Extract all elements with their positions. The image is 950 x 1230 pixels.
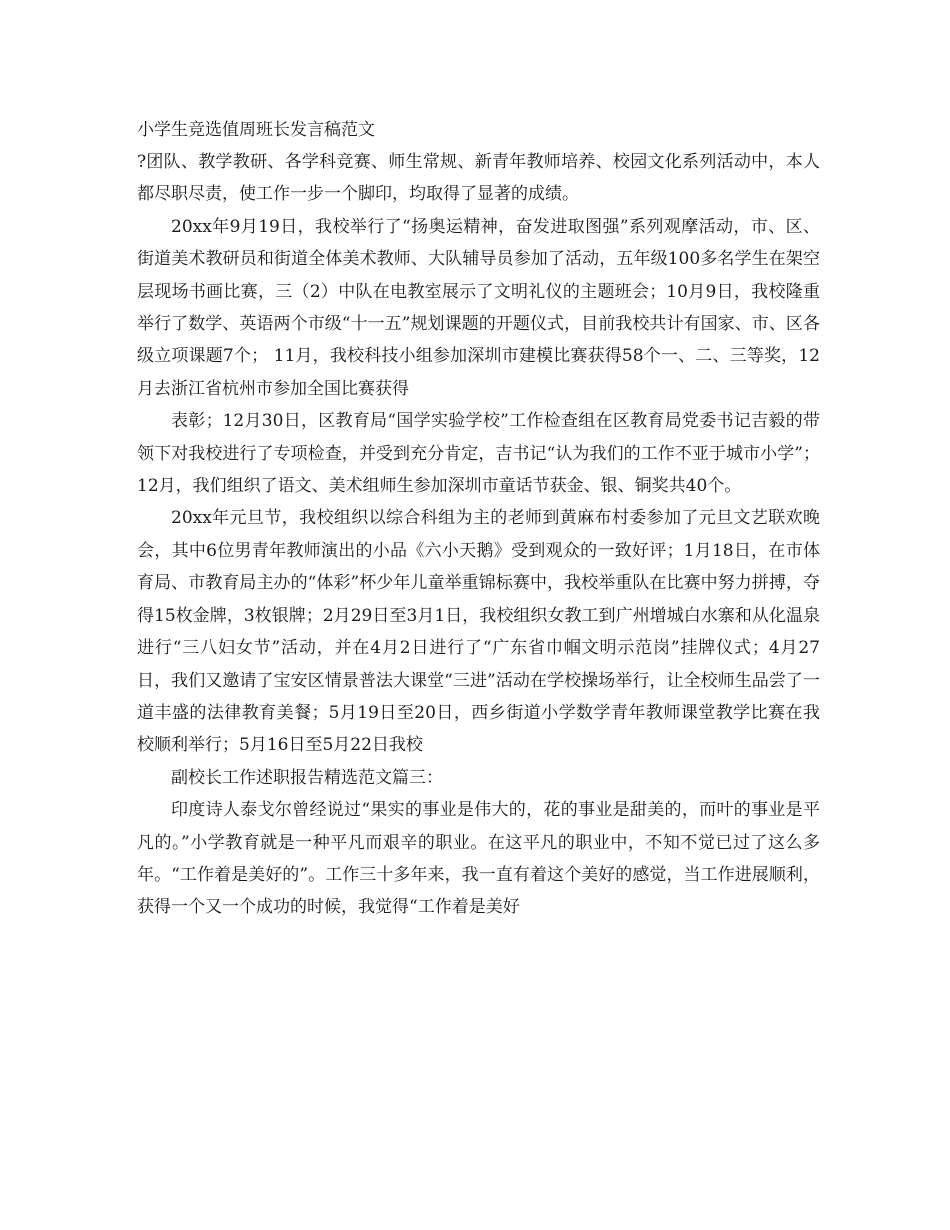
document-body [137,114,820,924]
paragraph: 表彰；12月30日，区教育局“国学实验学校”工作检查组在区教育局党委书记吉毅的带领下对我校进行了专项检查，并受到充分肯定，吉书记“认为我们的工作不亚于城市小学”；12月，我们组织了语文、美术组师生参加深圳市童话节获金、银、铜奖共40个。 [137,411,820,497]
paragraph-list [137,146,820,924]
document-title: 小学生竞选值周班长发言稿范文 [137,120,375,140]
paragraph: 20xx年元旦节，我校组织以综合科组为主的老师到黄麻布村委参加了元旦文艺联欢晚会，其中6位男青年教师演出的小品《六小天鹅》受到观众的一致好评；1月18日，在市体育局、市教育局主办的“体彩”杯少年儿童举重锦标赛中，我校举重队在比赛中努力拼搏，夺得15枚金牌，3枚银牌；2月29日至3月1日，我校组织女教工到广州增城白水寨和从化温泉进行“三八妇女节”活动，并在4月2日进行了“广东省巾帼文明示范岗”挂牌仪式；4月27日，我们又邀请了宝安区情景普法大课堂“三进”活动在学校操场举行，让全校师生品尝了一道丰盛的法律教育美餐；5月19日至20日，西乡街道小学数学青年教师课堂教学比赛在我校顺利举行；5月16日至5月22日我校 [137,508,820,756]
paragraph: 印度诗人泰戈尔曾经说过“果实的事业是伟大的，花的事业是甜美的，而叶的事业是平凡的。”小学教育就是一种平凡而艰辛的职业。在这平凡的职业中，不知不觉已过了这么多年。“工作着是美好的”。工作三十多年来，我一直有着这个美好的感觉，当工作进展顺利，获得一个又一个成功的时候，我觉得“工作着是美好 [137,800,820,918]
paragraph: 副校长工作述职报告精选范文篇三： [171,767,443,788]
paragraph: 20xx年9月19日，我校举行了“扬奥运精神，奋发进取图强”系列观摩活动，市、区、街道美术教研员和街道全体美术教师、大队辅导员参加了活动，五年级100多名学生在架空层现场书画比赛，三（2）中队在电教室展示了文明礼仪的主题班会；10月9日，我校隆重举行了数学、英语两个市级“十一五”规划课题的开题仪式，目前我校共计有国家、市、区各级立项课题7个； 11月，我校科技小组参加深圳市建模比赛获得58个一、二、三等奖，12月去浙江省杭州市参加全国比赛获得 [137,216,820,399]
paragraph: ?团队、教学教研、各学科竞赛、师生常规、新青年教师培养、校园文化系列活动中，本人都尽职尽责，使工作一步一个脚印，均取得了显著的成绩。 [137,152,820,205]
